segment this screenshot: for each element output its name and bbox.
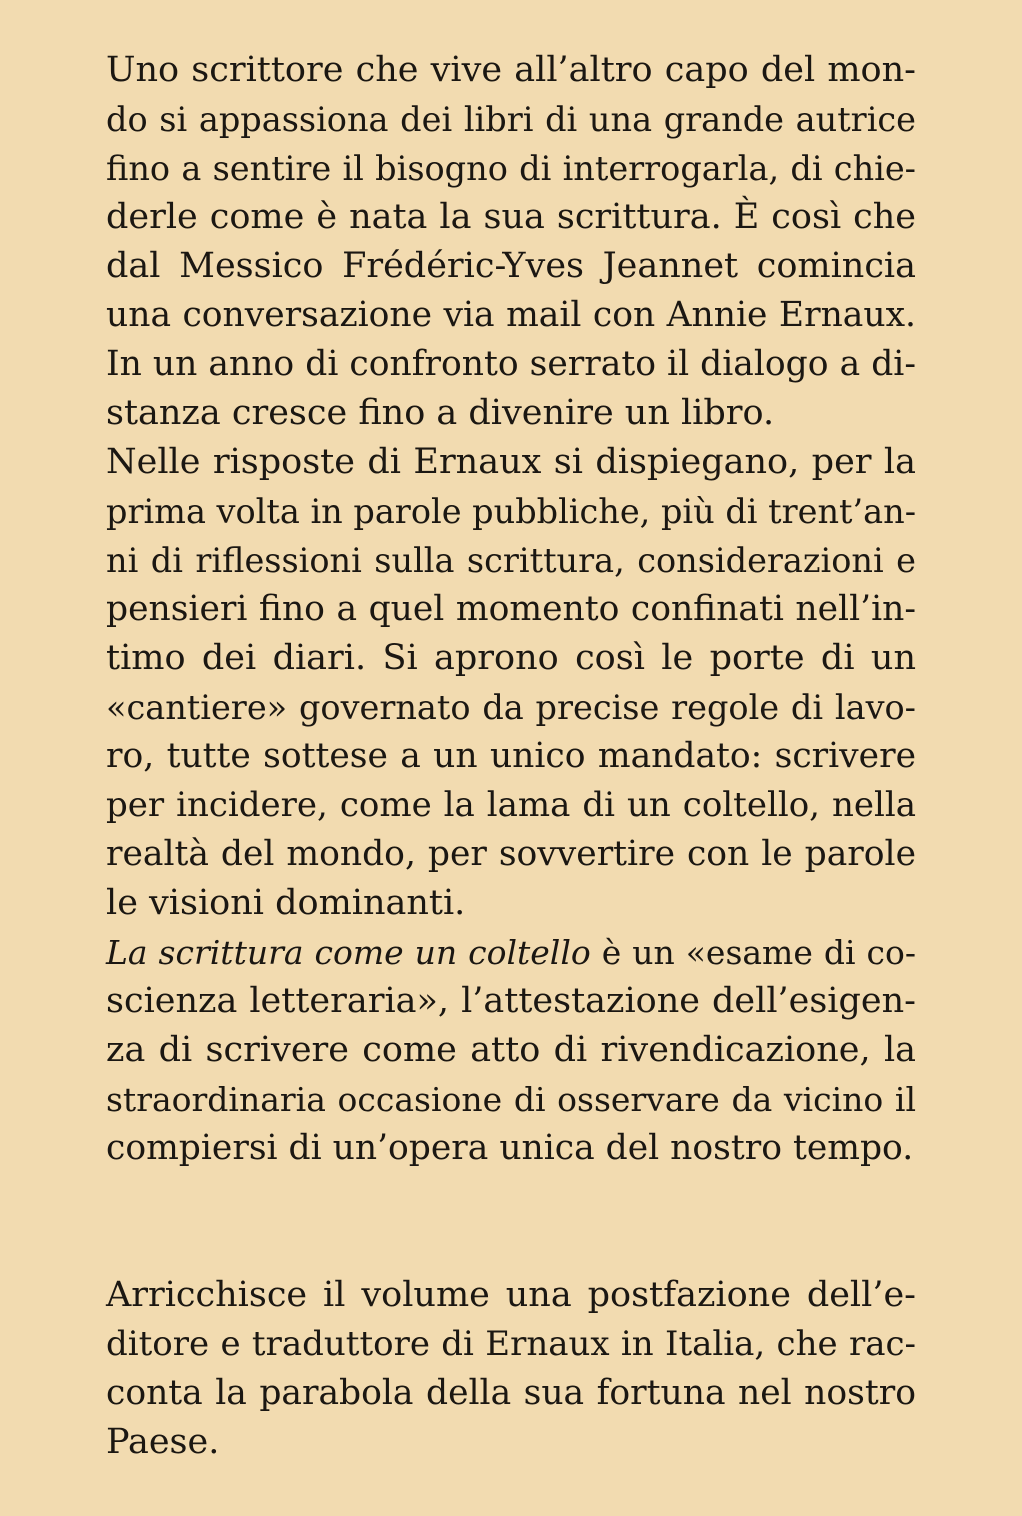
text-line	[106, 928, 916, 977]
text-line: Arricchisce il volume una postfazione dell’e-	[106, 1275, 916, 1315]
text-line: dal Messico Frédéric-Yves Jeannet comincia	[106, 246, 916, 286]
text-line: prima volta in parole pubbliche, più di trent’an-	[106, 492, 917, 531]
text-line: realtà del mondo, per sovvertire con le parole	[106, 834, 916, 874]
text-line: derle come è nata la sua scrittura. È così che	[106, 197, 916, 237]
paragraph-responses	[106, 438, 916, 928]
text-line: straordinaria occasione di osservare da vicino il	[106, 1080, 916, 1119]
paragraph-gap	[106, 1173, 916, 1271]
book-title: La scrittura come un coltello	[106, 933, 591, 972]
text-line: stanza cresce fino a divenire un libro.	[106, 393, 775, 433]
paragraph-intro	[106, 46, 916, 438]
text-line: scienza letteraria», l’attestazione dell’esigen-	[106, 981, 916, 1021]
text-line: Paese.	[106, 1422, 220, 1462]
text-fragment: è un «esame di co-	[590, 933, 916, 972]
text-line: fino a sentire il bisogno di interrogarla, di chie-	[106, 149, 916, 188]
text-line: pensieri fino a quel momento confinati nell’in-	[106, 589, 916, 629]
text-line: do si appassiona dei libri di una grande autrice	[106, 100, 916, 139]
paragraph-afterword	[106, 1271, 916, 1467]
text-line: Uno scrittore che vive all’altro capo del mon-	[106, 50, 916, 90]
text-line: In un anno di confronto serrato il dialogo a di-	[106, 344, 916, 384]
paragraph-book-description	[106, 928, 916, 1173]
text-line: «cantiere» governato da precise regole di lavo-	[106, 688, 916, 727]
text-line: compiersi di un’opera unica del nostro tempo.	[106, 1128, 914, 1168]
text-line: za di scrivere come atto di rivendicazione, la	[106, 1030, 916, 1070]
text-line: le visioni dominanti.	[106, 883, 466, 923]
text-line: ni di riflessioni sulla scrittura, considerazioni e	[106, 541, 916, 580]
text-line: ditore e traduttore di Ernaux in Italia, che rac-	[106, 1324, 916, 1364]
text-line: conta la parabola della sua fortuna nel nostro	[106, 1373, 916, 1413]
text-line: ro, tutte sottese a un unico mandato: scrivere	[106, 736, 916, 776]
text-line: una conversazione via mail con Annie Ernaux.	[106, 295, 916, 335]
text-line: timo dei diari. Si aprono così le porte di un	[106, 638, 916, 678]
text-line: Nelle risposte di Ernaux si dispiegano, per la	[106, 442, 916, 482]
text-line: per incidere, come la lama di un coltello, nella	[106, 785, 916, 825]
back-cover-text	[106, 46, 916, 1467]
